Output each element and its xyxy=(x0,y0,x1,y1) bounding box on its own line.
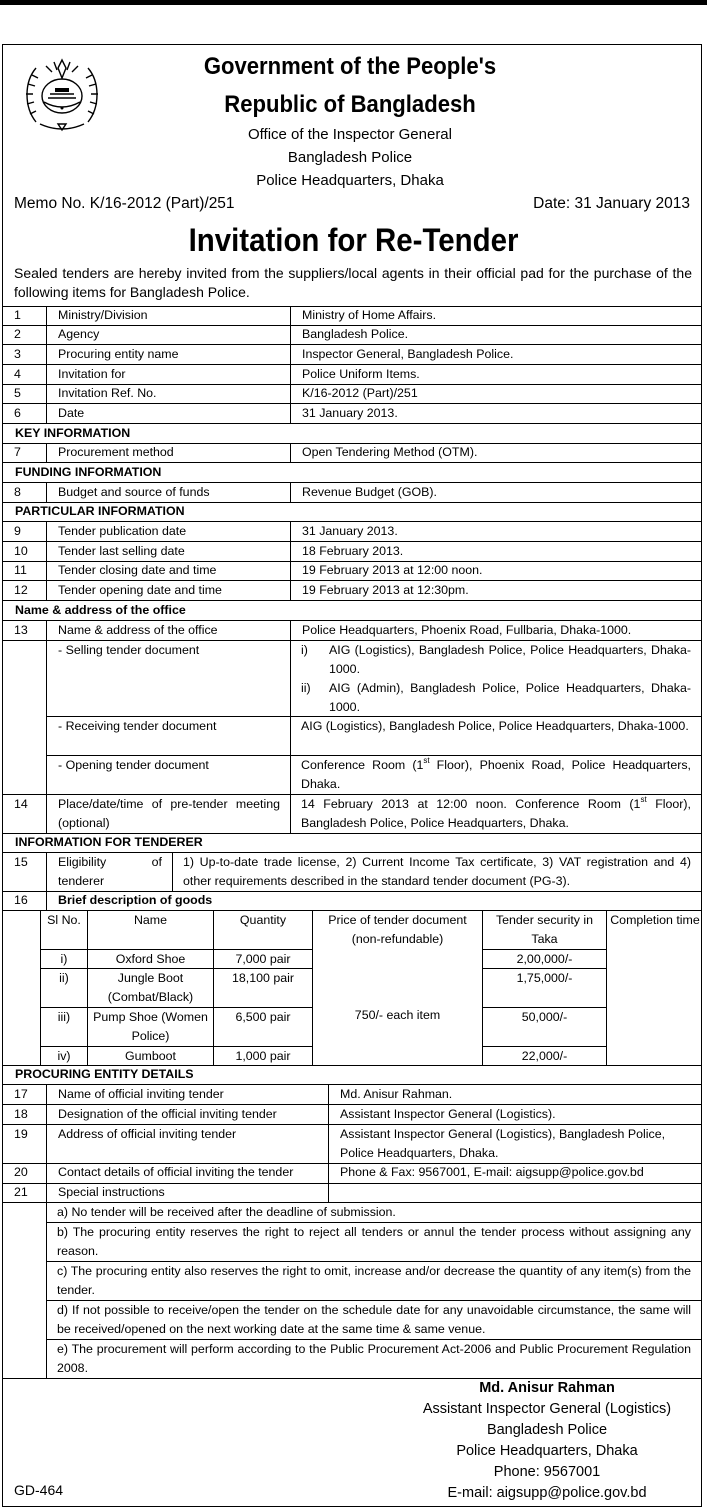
top-rule xyxy=(0,0,707,5)
table-row: 4 Invitation for Police Uniform Items. xyxy=(14,367,420,381)
row-15-no: 15 xyxy=(14,855,28,869)
eligibility-label: Eligibility of tenderer xyxy=(58,855,162,888)
table-row: 17 Name of official inviting tender Md. Anisur Rahman. xyxy=(14,1087,453,1101)
goods-header-qty: Quantity xyxy=(239,913,287,927)
selling-label: - Selling tender document xyxy=(58,643,200,657)
intro-paragraph: Sealed tenders are hereby invited from the suppliers/local agents in their official pad for the purchase of the following items for Bangladesh Police. xyxy=(14,265,692,300)
section-heading-procuring: PROCURING ENTITY DETAILS xyxy=(15,1067,194,1081)
goods-qty: 6,500 pair xyxy=(235,1010,291,1024)
receiving-value: AIG (Logistics), Bangladesh Police, Police Headquarters, Dhaka-1000. xyxy=(301,719,689,733)
goods-sl: iii) xyxy=(57,1010,71,1024)
goods-header-price: Price of tender document (non-refundable) xyxy=(328,913,467,946)
goods-name: Jungle Boot (Combat/Black) xyxy=(107,971,194,1004)
table-row: 7 Procurement method Open Tendering Method (OTM). xyxy=(14,445,478,459)
table-row: 18 Designation of the official inviting tender Assistant Inspector General (Logistics). xyxy=(14,1107,556,1121)
footer-code: GD-464 xyxy=(14,1482,64,1498)
table-row: 1 Ministry/Division Ministry of Home Affairs. xyxy=(14,308,437,322)
special-item: b) The procuring entity reserves the right to reject all tenders or annul the tender process without assigning any reason. xyxy=(57,1225,691,1258)
goods-qty: 18,100 pair xyxy=(231,971,294,985)
opening-value: Conference Room (1st Floor), Phoenix Road, Police Headquarters, Dhaka. xyxy=(301,756,691,791)
table-row: 10 Tender last selling date 18 February 2013. xyxy=(14,544,404,558)
signature-designation: Assistant Inspector General (Logistics) xyxy=(422,1401,672,1417)
eligibility-value: 1) Up-to-date trade license, 2) Current Income Tax certificate, 3) VAT registration and 4) other requirements described in the standard tender document (PG-3). xyxy=(183,855,691,888)
signature-hq: Police Headquarters, Dhaka xyxy=(456,1443,638,1459)
goods-name: Oxford Shoe xyxy=(115,952,186,966)
pretender-value: 14 February 2013 at 12:00 noon. Conference Room (1st Floor), Bangladesh Police, Police Headquarters, Dhaka. xyxy=(301,795,691,830)
office-line: Office of the Inspector General xyxy=(247,126,452,143)
goods-security: 50,000/- xyxy=(521,1010,568,1024)
table-row: 12 Tender opening date and time 19 February 2013 at 12:30pm. xyxy=(14,583,469,597)
row-19-value: Assistant Inspector General (Logistics), Bangladesh Police, Police Headquarters, Dhaka. xyxy=(340,1127,666,1160)
hq-line: Police Headquarters, Dhaka xyxy=(256,172,444,189)
police-emblem-icon xyxy=(22,52,102,134)
goods-name: Gumboot xyxy=(125,1049,176,1063)
table-row: 13 Name & address of the office Police Headquarters, Phoenix Road, Fullbaria, Dhaka-1000. xyxy=(14,623,632,637)
goods-sl: ii) xyxy=(59,971,69,985)
goods-qty: 1,000 pair xyxy=(235,1049,291,1063)
goods-security: 22,000/- xyxy=(521,1049,568,1063)
table-row: 2 Agency Bangladesh Police. xyxy=(14,327,409,341)
selling-i: AIG (Logistics), Bangladesh Police, Police Headquarters, Dhaka-1000. xyxy=(329,643,691,676)
goods-name: Pump Shoe (Women Police) xyxy=(93,1010,208,1043)
special-item: a) No tender will be received after the deadline of submission. xyxy=(57,1205,396,1219)
goods-header-security: Tender security in Taka xyxy=(495,913,594,946)
signature-phone: Phone: 9567001 xyxy=(493,1464,601,1480)
special-item: e) The procurement will perform according to the Public Procurement Act-2006 and Public Procurement Regulation 2008. xyxy=(57,1342,691,1375)
memo-date: Date: 31 January 2013 xyxy=(533,195,690,212)
special-item: d) If not possible to receive/open the tender on the schedule date for any unavoidable circumstance, the same will be received/opened on the next working date at the same time & same venue. xyxy=(57,1303,691,1336)
goods-sl: iv) xyxy=(57,1049,71,1063)
table-row: 21 Special instructions xyxy=(14,1185,165,1199)
goods-security: 1,75,000/- xyxy=(516,971,573,985)
selling-ii-num: ii) xyxy=(301,681,311,695)
org-line: Bangladesh Police xyxy=(287,149,413,166)
table-row: 6 Date 31 January 2013. xyxy=(14,406,398,420)
row-14-no: 14 xyxy=(14,797,28,811)
memo-line xyxy=(14,195,690,213)
table-row: 5 Invitation Ref. No. K/16-2012 (Part)/251 xyxy=(14,386,418,400)
row-19-no: 19 xyxy=(14,1127,28,1141)
gov-title-line1: Government of the People's xyxy=(203,53,497,80)
table-row: 3 Procuring entity name Inspector General, Bangladesh Police. xyxy=(14,347,514,361)
section-heading-key: KEY INFORMATION xyxy=(15,426,131,440)
goods-security: 2,00,000/- xyxy=(516,952,573,966)
goods-header-name: Name xyxy=(133,913,168,927)
row-19-label: Address of official inviting tender xyxy=(58,1127,237,1141)
selling-i-num: i) xyxy=(301,643,308,657)
section-heading-tenderer: INFORMATION FOR TENDERER xyxy=(15,835,203,849)
goods-sl: i) xyxy=(60,952,68,966)
table-row: 9 Tender publication date 31 January 2013. xyxy=(14,524,398,538)
gov-title-line2: Republic of Bangladesh xyxy=(224,91,476,118)
memo-number: Memo No. K/16-2012 (Part)/251 xyxy=(14,195,235,212)
table-row: 11 Tender closing date and time 19 February 2013 at 12:00 noon. xyxy=(14,563,483,577)
signature-org: Bangladesh Police xyxy=(486,1422,608,1438)
signature-email: E-mail: aigsupp@police.gov.bd xyxy=(447,1485,647,1501)
page-title: Invitation for Re-Tender xyxy=(188,222,519,258)
special-item: c) The procuring entity also reserves the right to omit, increase and/or decrease the quantity of any item(s) from the tender. xyxy=(57,1264,691,1297)
table-row: 20 Contact details of official inviting the tender Phone & Fax: 9567001, E-mail: aigsupp@police.gov.bd xyxy=(14,1165,644,1179)
opening-label: - Opening tender document xyxy=(58,758,209,772)
selling-ii: AIG (Admin), Bangladesh Police, Police Headquarters, Dhaka-1000. xyxy=(329,681,691,714)
goods-price: 750/- each item xyxy=(354,1008,441,1022)
section-heading-funding: FUNDING INFORMATION xyxy=(15,465,162,479)
goods-header-sl: Sl No. xyxy=(47,913,81,927)
goods-qty: 7,000 pair xyxy=(235,952,291,966)
pretender-label: Place/date/time of pre-tender meeting (optional) xyxy=(58,797,280,830)
goods-heading-row: 16 Brief description of goods xyxy=(14,893,213,907)
goods-header-completion: Completion time xyxy=(610,913,700,927)
section-heading-particular: PARTICULAR INFORMATION xyxy=(15,504,185,518)
receiving-label: - Receiving tender document xyxy=(58,719,217,733)
table-row: 8 Budget and source of funds Revenue Budget (GOB). xyxy=(14,485,437,499)
section-heading-office: Name & address of the office xyxy=(15,603,186,617)
signature-name: Md. Anisur Rahman xyxy=(479,1380,615,1396)
